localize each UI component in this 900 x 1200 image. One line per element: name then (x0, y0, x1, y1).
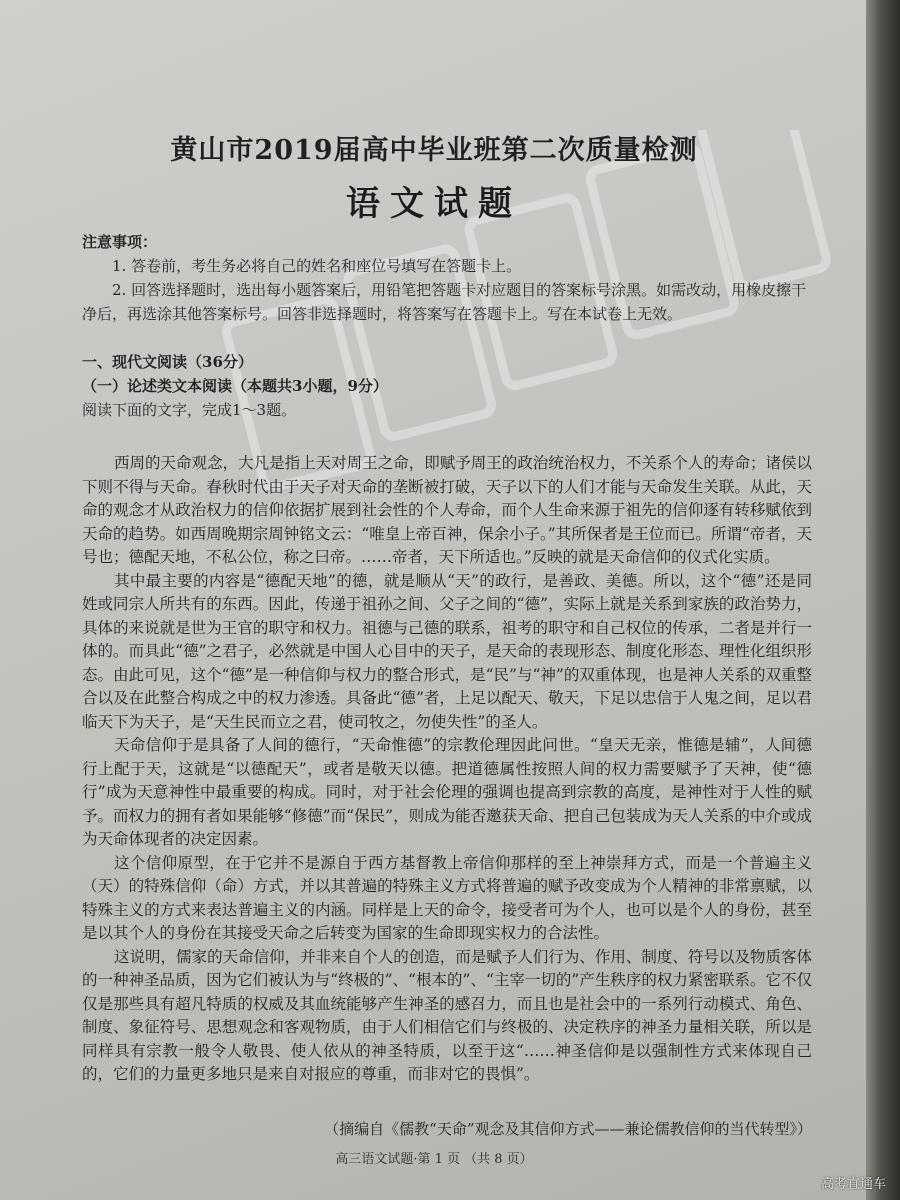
notice-block (82, 230, 812, 326)
article-paragraph-2: 其中最主要的内容是“德配天地”的德，就是顺从“天”的政行，是善政、美德。所以，这个“德”还是同姓或同宗人所共有的东西。因此，传递于祖孙之间、父子之间的“德”，实际上就是关系到家族的政治势力，具体的来说就是世为王官的职守和权力。祖德与己德的联系，祖考的职守和自己权位的传承，二者是并行一体的。而具此“德”之君子，必然就是中国人心目中的天子，是天命的表现形态、制度化形态、理性化组织形态。由此可见，这个“德”是一种信仰与权力的整合形式，是“民”与“神”的双重体现，也是神人关系的双重整合以及在此整合构成之中的权力渗透。具备此“德”者，上足以配天、敬天，下足以忠信于人鬼之间，足以君临天下为天子，是“天生民而立之君，使司牧之，勿使失性”的圣人。 (82, 571, 812, 731)
article-paragraph-5: 这说明，儒家的天命信仰，并非来自个人的创造，而是赋予人们行为、作用、制度、符号以及物质客体的一种神圣品质，因为它们被认为与“终极的”、“根本的”、“主宰一切的”产生秩序的权力紧密联系。它不仅仅是那些具有超凡特质的权威及其血统能够产生神圣的感召力，而且也是社会中的一系列行动模式、角色、制度、象征符号、思想观念和客观物质，由于人们相信它们与终极的、决定秩序的神圣力量相关联，所以是同样具有宗教一般令人敬畏、使人依从的神圣特质，以至于这“……神圣信仰是以强制性方式来体现自己的，它们的力量更多地只是来自对报应的尊重，而非对它的畏惧”。 (82, 947, 812, 1083)
subject-title: 语文试题 (346, 184, 522, 224)
article-paragraph-3: 天命信仰于是具备了人间的德行，“天命惟德”的宗教伦理因此问世。“皇天无亲，惟德是辅”，人间德行上配于天，这就是“以德配天”，或者是敬天以德。把道德属性按照人间的权力需要赋予了天神，使“德行”成为天意神性中最重要的构成。同时，对于社会伦理的强调也提高到宗教的高度，是神性对于人性的赋予。而权力的拥有者如果能够“修德”而“保民”，则成为能否邀获天命、把自己包装成为天人关系的中介或成为天命体现者的决定因素。 (82, 736, 812, 848)
article-paragraph-1: 西周的天命观念，大凡是指上天对周王之命，即赋予周王的政治统治权力，不关系个人的寿命；诸侯以下则不得与天命。春秋时代由于天子对天命的垄断被打破，天子以下的人们才能与天命发生关联。从此，天命的观念才从政治权力的信仰依据扩展到社会性的个人寿命，而个人生命来源于祖先的信仰逐有转移赋依到天命的趋势。如西周晚期宗周钟铭文云：“唯皇上帝百神，保余小子。”其所保者是王位而已。所谓“帝者，天号也；德配天地，不私公位，称之曰帝。……帝者，天下所适也。”反映的就是天命信仰的仪式化实质。 (82, 454, 812, 566)
article-body (82, 452, 812, 1087)
article-source: （摘编自《儒教“天命”观念及其信仰方式——兼论儒教信仰的当代转型》） (324, 1120, 812, 1138)
photo-background-edge (866, 0, 900, 1200)
section-instruction: 阅读下面的文字，完成1～3题。 (82, 401, 297, 419)
notice-item-2: 2. 回答选择题时，选出每小题答案后，用铅笔把答题卡对应题目的答案标号涂黑。如需改动，用橡皮擦干净后，再选涂其他答案标号。回答非选择题时，将答案写在答题卡上。写在本试卷上无效。 (82, 281, 807, 323)
section-subheading: （一）论述类文本阅读（本题共3小题，9分） (82, 377, 388, 395)
page-title: 黄山市2019届高中毕业班第二次质量检测 (170, 135, 698, 166)
section-heading: 一、现代文阅读（36分） (82, 353, 253, 371)
notice-item-1: 1. 答卷前，考生务必将自己的姓名和座位号填写在答题卡上。 (112, 257, 522, 275)
corner-logo: 高考直通车 (820, 1177, 886, 1192)
notice-heading: 注意事项： (82, 233, 158, 251)
section-header (82, 350, 812, 422)
page-footer: 高三语文试题·第 1 页 （共 8 页） (335, 1152, 533, 1167)
article-paragraph-4: 这个信仰原型，在于它并不是源自于西方基督教上帝信仰那样的至上神崇拜方式，而是一个普遍主义（天）的特殊信仰（命）方式，并以其普遍的特殊主义方式将普遍的赋予改变成为个人精神的非常禀赋，以特殊主义的方式来表达普遍主义的内涵。同样是上天的命令，接受者可为个人，也可以是个人的身份，甚至是以其个人的身份在其接受天命之后转变为国家的生命即现实权力的合法性。 (82, 853, 812, 942)
